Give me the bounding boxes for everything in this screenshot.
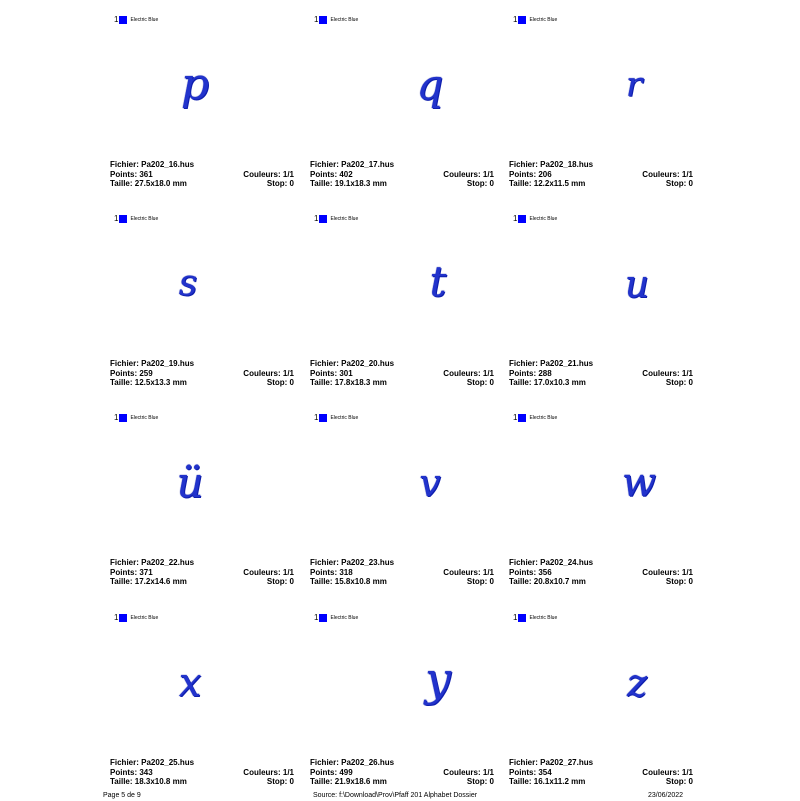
color-swatch [518, 414, 526, 422]
colors-value: 1/1 [482, 567, 494, 577]
thread-legend [314, 214, 358, 224]
colors-field: Couleurs: 1/1 [443, 169, 494, 179]
stop-field: Stop: 0 [466, 577, 494, 586]
embroidery-letter: t [429, 257, 447, 306]
design-info [110, 359, 294, 388]
stop-field: Stop: 0 [665, 777, 693, 786]
embroidery-letter: r [625, 65, 643, 105]
size-field: Taille: 15.8x10.8 mm [310, 577, 387, 586]
file-name: Pa202_18.hus [540, 160, 594, 169]
embroidery-letter: y [425, 652, 451, 706]
thread-legend [114, 214, 158, 224]
colors-field: Couleurs: 1/1 [243, 567, 294, 577]
color-swatch [518, 16, 526, 24]
thread-name: Electric Blue [529, 216, 558, 222]
points-value: 499 [339, 767, 353, 777]
size-field: Taille: 12.2x11.5 mm [509, 179, 586, 188]
file-name: Pa202_23.hus [341, 558, 395, 567]
stop-value: 0 [688, 777, 693, 786]
thread-number: 1 [513, 413, 518, 422]
embroidery-letter: p [180, 59, 210, 110]
colors-field: Couleurs: 1/1 [443, 368, 494, 378]
size-field: Taille: 21.9x18.6 mm [310, 777, 387, 786]
color-swatch [119, 414, 127, 422]
embroidery-letter: z [626, 661, 648, 705]
file-field: Fichier: Pa202_21.hus [509, 359, 594, 368]
thread-name: Electric Blue [529, 17, 558, 23]
size-value: 19.1x18.3 mm [334, 179, 387, 188]
file-field: Fichier: Pa202_23.hus [310, 558, 395, 567]
file-name: Pa202_19.hus [141, 359, 195, 368]
design-info [310, 758, 494, 787]
size-field: Taille: 20.8x10.7 mm [509, 577, 586, 586]
colors-value: 1/1 [282, 567, 294, 577]
design-card [110, 608, 310, 798]
design-info [310, 160, 494, 189]
thread-legend [513, 413, 557, 423]
design-card [509, 209, 709, 399]
points-value: 402 [339, 169, 353, 179]
thread-legend [114, 15, 158, 25]
thread-number: 1 [114, 613, 119, 622]
file-name: Pa202_27.hus [540, 758, 594, 767]
stop-field: Stop: 0 [466, 378, 494, 387]
thread-name: Electric Blue [330, 216, 359, 222]
source-path: Source: f:\Download\Prov\Pfaff 201 Alphabet Dossier [313, 792, 478, 799]
stop-value: 0 [489, 179, 494, 188]
embroidery-letter: u [624, 262, 650, 306]
thread-name: Electric Blue [330, 17, 359, 23]
embroidery-letter: s [178, 263, 198, 304]
stop-value: 0 [489, 777, 494, 786]
color-swatch [319, 614, 327, 622]
design-info [310, 558, 494, 587]
points-field: Points: 288 [509, 368, 552, 378]
thread-legend [114, 613, 158, 623]
file-field: Fichier: Pa202_22.hus [110, 558, 195, 567]
file-name: Pa202_22.hus [141, 558, 195, 567]
stop-field: Stop: 0 [665, 179, 693, 188]
points-field: Points: 402 [310, 169, 353, 179]
stop-value: 0 [489, 378, 494, 387]
points-value: 354 [538, 767, 552, 777]
size-value: 17.8x18.3 mm [334, 378, 387, 387]
size-field: Taille: 12.5x13.3 mm [110, 378, 187, 387]
colors-value: 1/1 [681, 567, 693, 577]
points-field: Points: 499 [310, 767, 353, 777]
points-field: Points: 354 [509, 767, 552, 777]
size-value: 12.5x13.3 mm [134, 378, 187, 387]
design-info [110, 160, 294, 189]
thread-legend [314, 613, 358, 623]
design-card [310, 608, 510, 798]
design-card [310, 209, 510, 399]
color-swatch [319, 215, 327, 223]
design-card [509, 408, 709, 598]
stop-field: Stop: 0 [466, 777, 494, 786]
color-swatch [518, 614, 526, 622]
colors-field: Couleurs: 1/1 [642, 368, 693, 378]
file-field: Fichier: Pa202_26.hus [310, 758, 395, 767]
design-card [110, 209, 310, 399]
stop-value: 0 [289, 577, 294, 586]
colors-field: Couleurs: 1/1 [642, 567, 693, 577]
thread-name: Electric Blue [130, 216, 159, 222]
size-value: 21.9x18.6 mm [334, 777, 387, 786]
file-field: Fichier: Pa202_25.hus [110, 758, 195, 767]
design-card [110, 408, 310, 598]
thread-number: 1 [314, 613, 319, 622]
design-card [310, 10, 510, 200]
design-info [110, 758, 294, 787]
file-name: Pa202_20.hus [341, 359, 395, 368]
size-field: Taille: 27.5x18.0 mm [110, 179, 187, 188]
thread-number: 1 [314, 15, 319, 24]
thread-number: 1 [314, 413, 319, 422]
colors-value: 1/1 [282, 767, 294, 777]
stop-value: 0 [289, 378, 294, 387]
thread-name: Electric Blue [130, 17, 159, 23]
thread-legend [513, 214, 557, 224]
stop-field: Stop: 0 [266, 378, 294, 387]
colors-field: Couleurs: 1/1 [243, 767, 294, 777]
size-value: 17.2x14.6 mm [134, 577, 187, 586]
colors-value: 1/1 [681, 169, 693, 179]
points-field: Points: 356 [509, 567, 552, 577]
thread-number: 1 [513, 613, 518, 622]
size-value: 27.5x18.0 mm [134, 179, 187, 188]
size-field: Taille: 17.2x14.6 mm [110, 577, 187, 586]
points-field: Points: 259 [110, 368, 153, 378]
file-field: Fichier: Pa202_24.hus [509, 558, 594, 567]
file-name: Pa202_26.hus [341, 758, 395, 767]
points-value: 361 [139, 169, 153, 179]
points-value: 343 [139, 767, 153, 777]
thread-number: 1 [513, 214, 518, 223]
colors-value: 1/1 [282, 169, 294, 179]
colors-value: 1/1 [681, 767, 693, 777]
embroidery-letter: ü [176, 458, 204, 507]
thread-name: Electric Blue [330, 415, 359, 421]
stop-value: 0 [289, 179, 294, 188]
color-swatch [319, 16, 327, 24]
size-value: 17.0x10.3 mm [533, 378, 586, 387]
size-field: Taille: 19.1x18.3 mm [310, 179, 387, 188]
colors-value: 1/1 [681, 368, 693, 378]
colors-field: Couleurs: 1/1 [243, 368, 294, 378]
embroidery-letter: x [178, 660, 202, 706]
stop-value: 0 [289, 777, 294, 786]
stop-field: Stop: 0 [466, 179, 494, 188]
design-info [310, 359, 494, 388]
color-swatch [119, 16, 127, 24]
file-name: Pa202_25.hus [141, 758, 195, 767]
design-info [110, 558, 294, 587]
file-name: Pa202_16.hus [141, 160, 195, 169]
stop-value: 0 [688, 577, 693, 586]
design-card [509, 10, 709, 200]
size-value: 12.2x11.5 mm [533, 179, 586, 188]
embroidery-letter: v [419, 461, 441, 505]
points-field: Points: 361 [110, 169, 153, 179]
design-card [509, 608, 709, 798]
points-value: 259 [139, 368, 153, 378]
points-field: Points: 301 [310, 368, 353, 378]
points-field: Points: 371 [110, 567, 153, 577]
stop-value: 0 [489, 577, 494, 586]
design-info [509, 160, 693, 189]
file-name: Pa202_17.hus [341, 160, 395, 169]
design-info [509, 359, 693, 388]
thread-legend [314, 413, 358, 423]
embroidery-letter: q [416, 60, 444, 109]
stop-field: Stop: 0 [665, 378, 693, 387]
size-value: 16.1x11.2 mm [533, 777, 586, 786]
points-field: Points: 343 [110, 767, 153, 777]
thread-name: Electric Blue [529, 615, 558, 621]
size-field: Taille: 17.8x18.3 mm [310, 378, 387, 387]
file-field: Fichier: Pa202_18.hus [509, 160, 594, 169]
size-field: Taille: 16.1x11.2 mm [509, 777, 586, 786]
thread-number: 1 [513, 15, 518, 24]
file-field: Fichier: Pa202_27.hus [509, 758, 594, 767]
stop-field: Stop: 0 [665, 577, 693, 586]
thread-number: 1 [314, 214, 319, 223]
thread-number: 1 [114, 214, 119, 223]
size-field: Taille: 18.3x10.8 mm [110, 777, 187, 786]
thread-number: 1 [114, 15, 119, 24]
page-number: Page 5 de 9 [103, 792, 141, 799]
color-swatch [518, 215, 526, 223]
thread-legend [513, 613, 557, 623]
design-card [110, 10, 310, 200]
colors-field: Couleurs: 1/1 [443, 567, 494, 577]
points-value: 288 [538, 368, 552, 378]
stop-field: Stop: 0 [266, 777, 294, 786]
stop-value: 0 [688, 378, 693, 387]
design-card [310, 408, 510, 598]
points-value: 318 [339, 567, 353, 577]
color-swatch [319, 414, 327, 422]
thread-number: 1 [114, 413, 119, 422]
thread-name: Electric Blue [130, 615, 159, 621]
colors-value: 1/1 [482, 169, 494, 179]
points-field: Points: 318 [310, 567, 353, 577]
thread-legend [513, 15, 557, 25]
points-value: 371 [139, 567, 153, 577]
size-field: Taille: 17.0x10.3 mm [509, 378, 586, 387]
stop-value: 0 [688, 179, 693, 188]
thread-name: Electric Blue [130, 415, 159, 421]
design-info [509, 558, 693, 587]
points-value: 206 [538, 169, 552, 179]
colors-field: Couleurs: 1/1 [443, 767, 494, 777]
thread-name: Electric Blue [529, 415, 558, 421]
colors-field: Couleurs: 1/1 [642, 169, 693, 179]
colors-value: 1/1 [482, 368, 494, 378]
design-info [509, 758, 693, 787]
file-name: Pa202_21.hus [540, 359, 594, 368]
stop-field: Stop: 0 [266, 179, 294, 188]
file-name: Pa202_24.hus [540, 558, 594, 567]
embroidery-letter: w [621, 460, 657, 506]
points-value: 301 [339, 368, 353, 378]
thread-name: Electric Blue [330, 615, 359, 621]
points-field: Points: 206 [509, 169, 552, 179]
points-value: 356 [538, 567, 552, 577]
colors-field: Couleurs: 1/1 [243, 169, 294, 179]
thread-legend [114, 413, 158, 423]
file-field: Fichier: Pa202_16.hus [110, 160, 195, 169]
file-field: Fichier: Pa202_17.hus [310, 160, 395, 169]
colors-field: Couleurs: 1/1 [642, 767, 693, 777]
stop-field: Stop: 0 [266, 577, 294, 586]
size-value: 15.8x10.8 mm [334, 577, 387, 586]
colors-value: 1/1 [482, 767, 494, 777]
color-swatch [119, 215, 127, 223]
size-value: 20.8x10.7 mm [533, 577, 586, 586]
size-value: 18.3x10.8 mm [134, 777, 187, 786]
colors-value: 1/1 [282, 368, 294, 378]
file-field: Fichier: Pa202_20.hus [310, 359, 395, 368]
file-field: Fichier: Pa202_19.hus [110, 359, 195, 368]
color-swatch [119, 614, 127, 622]
thread-legend [314, 15, 358, 25]
print-date: 23/06/2022 [648, 792, 684, 799]
